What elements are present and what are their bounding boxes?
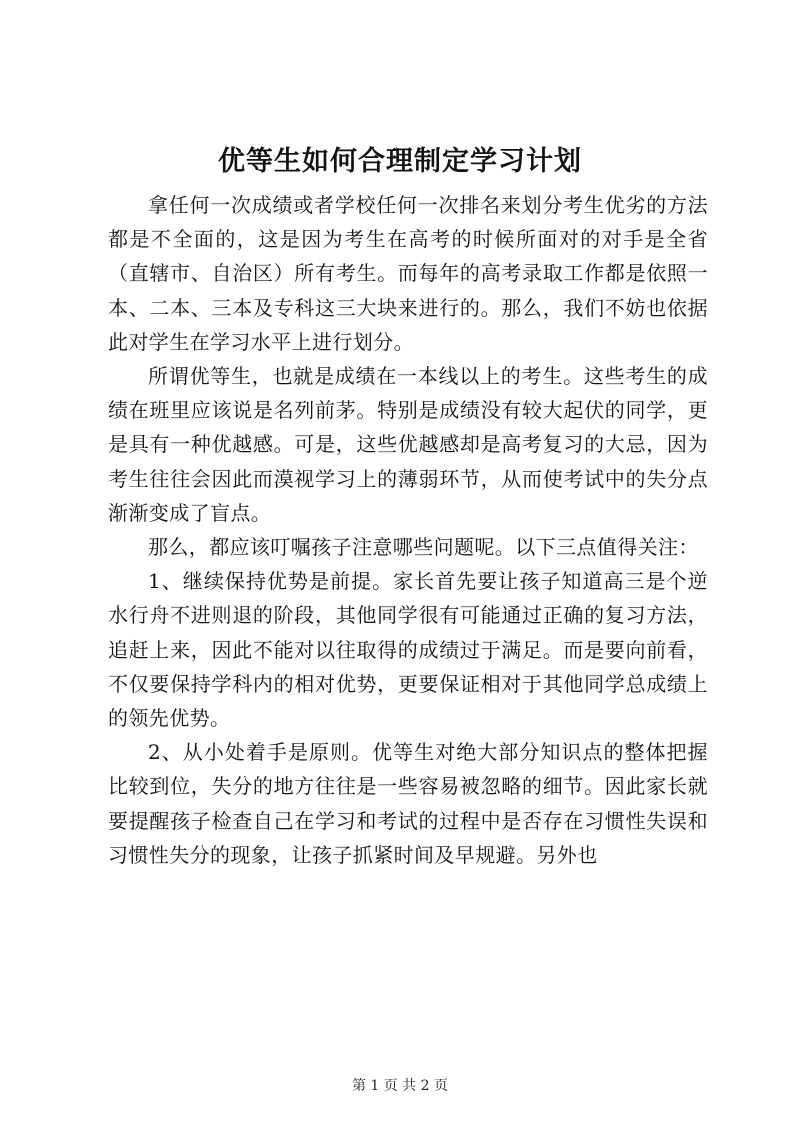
paragraph-5: 2、从小处着手是原则。优等生对绝大部分知识点的整体把握比较到位，失分的地方往往是一些容易被忽略的细节。因此家长就要提醒孩子检查自己在学习和考试的过程中是否存在习惯性失误和习惯性失分的现象，让孩子抓紧时间及早规避。另外也 bbox=[108, 740, 708, 867]
page-number-footer: 第 1 页 共 2 页 bbox=[351, 1078, 449, 1094]
paragraph-3: 那么，都应该叮嘱孩子注意哪些问题呢。以下三点值得关注： bbox=[148, 535, 699, 560]
paragraph-4: 1、继续保持优势是前提。家长首先要让孩子知道高三是个逆水行舟不进则退的阶段，其他同学很有可能通过正确的复习方法，追赶上来，因此不能对以往取得的成绩过于满足。而是要向前看，不仅要保持学科内的相对优势，更要保证相对于其他同学总成绩上的领先优势。 bbox=[108, 569, 708, 731]
paragraph-1: 拿任何一次成绩或者学校任何一次排名来划分考生优劣的方法都是不全面的，这是因为考生在高考的时候所面对的对手是全省（直辖市、自治区）所有考生。而每年的高考录取工作都是依照一本、二本、三本及专科这三大块来进行的。那么，我们不妨也依据此对学生在学习水平上进行划分。 bbox=[108, 193, 708, 354]
document-body bbox=[108, 188, 708, 872]
document-title: 优等生如何合理制定学习计划 bbox=[218, 146, 582, 177]
paragraph-2: 所谓优等生，也就是成绩在一本线以上的考生。这些考生的成绩在班里应该说是名列前茅。特别是成绩没有较大起伏的同学，更是具有一种优越感。可是，这些优越感却是高考复习的大忌，因为考生往往会因此而漠视学习上的薄弱环节，从而使考试中的失分点渐渐变成了盲点。 bbox=[108, 364, 708, 525]
